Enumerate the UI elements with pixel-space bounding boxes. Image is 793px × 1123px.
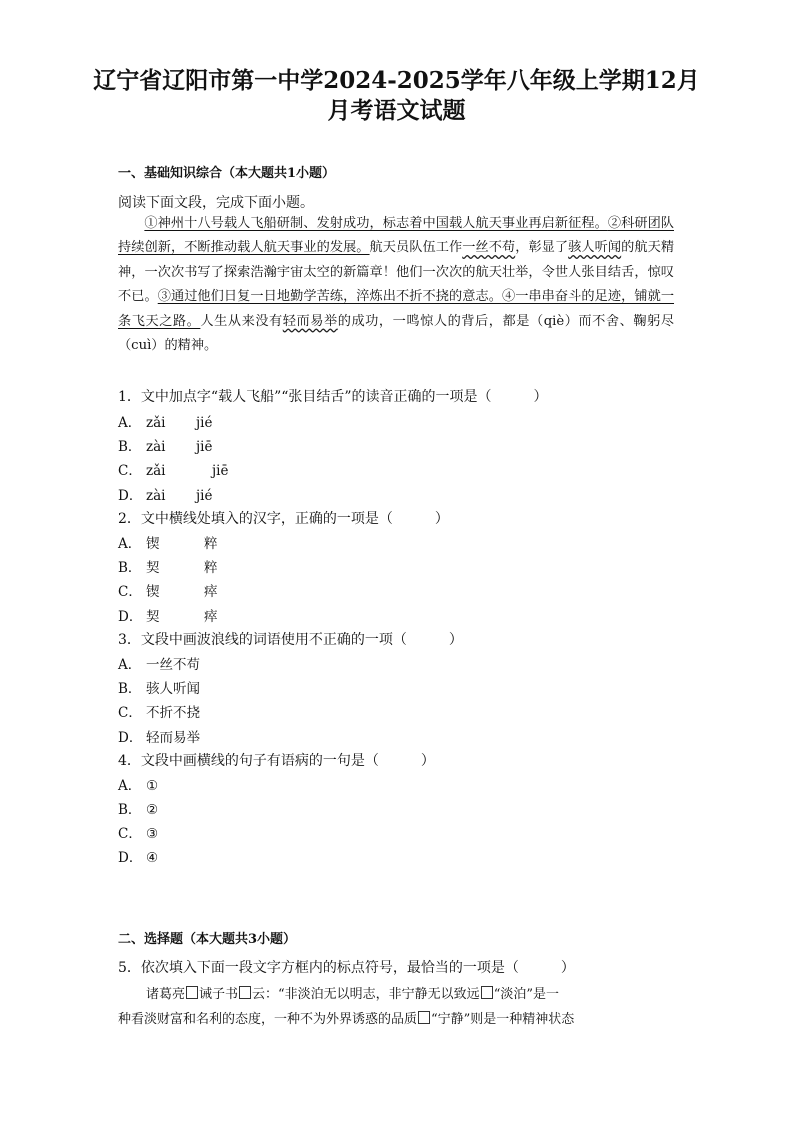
q2-option-d[interactable]: D． 契 瘁	[118, 609, 218, 625]
q4-option-b[interactable]: B． ②	[118, 802, 159, 818]
blank-box	[186, 986, 198, 999]
q5-passage-line2: 种看淡财富和名利的态度，一种不为外界诱惑的品质 “宁静”则是一种精神状态	[118, 1012, 575, 1027]
wavy-word-2: 骇人听闻	[568, 240, 622, 256]
section-heading-1: 一、基础知识综合（本大题共1小题）	[118, 166, 336, 181]
passage-text: 的成功，一鸣惊人的背后，都是（qiè）而不舍、鞠躬尽（cuì）的精神。	[118, 313, 675, 354]
question-4-stem: 4．文段中画横线的句子有语病的一句是（ ）	[118, 753, 435, 769]
q4-option-c[interactable]: C． ③	[118, 826, 159, 842]
sentence-3: ③通过他们日复一日地勤学苦练，淬炼出不折不挠的意志。	[157, 289, 502, 305]
q3-option-a[interactable]: A． 一丝不苟	[118, 657, 200, 673]
q3-option-d[interactable]: D． 轻而易举	[118, 730, 200, 746]
question-3-stem: 3．文段中画波浪线的词语使用不正确的一项（ ）	[118, 632, 463, 648]
q3-option-c[interactable]: C． 不折不挠	[118, 705, 200, 721]
q4-option-a[interactable]: A． ①	[118, 778, 159, 794]
q1-option-d[interactable]: D． zài jié	[118, 488, 213, 504]
passage-text: ，彰显了	[515, 240, 569, 256]
passage-text: 航天员队伍工作	[369, 240, 463, 256]
sentence-1: ①神州十八号载人飞船研制、发射成功，标志着中国载人航天事业再启新征程。	[144, 216, 608, 231]
wavy-word-3: 轻而易举	[282, 313, 338, 329]
passage-text: 的航天精神，一次次书写了探索浩瀚宇宙太空的新篇章！他们一次次的航天壮举，令世人张目结舌，惊叹不已。	[118, 240, 675, 305]
question-5-stem: 5．依次填入下面一段文字方框内的标点符号，最恰当的一项是（ ）	[118, 960, 575, 976]
passage-text: 人生从来没有	[200, 313, 283, 329]
q5-passage-line1: 诸葛亮 诫子书 云：“非淡泊无以明志，非宁静无以致远 “淡泊”是一	[146, 987, 559, 1002]
wavy-word-1: 一丝不苟	[462, 240, 516, 256]
q2-option-a[interactable]: A． 锲 粹	[118, 536, 218, 552]
blank-box	[481, 986, 493, 999]
doc-title-line2: 月考语文试题	[327, 97, 466, 124]
reading-instruction: 阅读下面文段，完成下面小题。	[118, 195, 314, 211]
blank-box	[418, 1011, 430, 1024]
reading-passage	[118, 212, 674, 358]
question-1-stem: 1．文中加点字“载人飞船”“张目结舌”的读音正确的一项是（ ）	[118, 389, 548, 405]
section-heading-2: 二、选择题（本大题共3小题）	[118, 932, 297, 947]
sentence-2: ②科研团队持续创新，不断推动载人航天事业的发展。	[118, 216, 674, 256]
question-2-stem: 2．文中横线处填入的汉字，正确的一项是（ ）	[118, 511, 449, 527]
sentence-4: ④一串串奋斗的足迹，铺就一条飞天之路。	[118, 289, 675, 329]
q4-option-d[interactable]: D． ④	[118, 850, 159, 866]
q1-option-a[interactable]: A． zǎi jié	[118, 415, 213, 431]
q2-option-b[interactable]: B． 契 粹	[118, 560, 218, 576]
doc-title-line1: 辽宁省辽阳市第一中学2024-2025学年八年级上学期12月	[93, 67, 700, 94]
q3-option-b[interactable]: B． 骇人听闻	[118, 681, 200, 697]
q2-option-c[interactable]: C． 锲 瘁	[118, 584, 218, 600]
blank-box	[239, 986, 251, 999]
q1-option-b[interactable]: B． zài jiē	[118, 439, 213, 455]
q1-option-c[interactable]: C． zǎi jiē	[118, 463, 229, 479]
